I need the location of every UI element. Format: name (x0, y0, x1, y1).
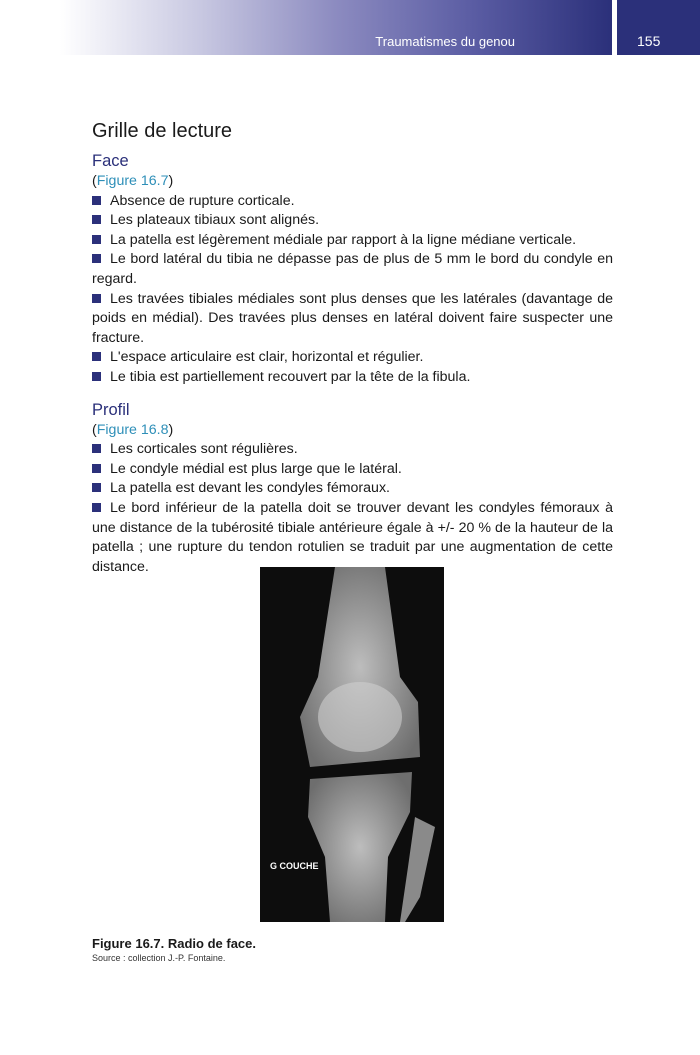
paren: ) (168, 421, 174, 438)
patella (318, 682, 402, 752)
list-item: La patella est devant les condyles fémoraux. (92, 479, 613, 499)
profil-heading: Profil (92, 400, 130, 419)
running-title: Traumatismes du genou (375, 34, 515, 49)
paren: ) (168, 173, 174, 189)
figure-link[interactable]: Figure 16.8 (96, 421, 169, 438)
tibia (308, 772, 412, 922)
paren: ( (92, 173, 97, 189)
list-item: La patella est légèrement médiale par rapport à la ligne médiane verticale. (92, 231, 613, 251)
page-number-box (617, 0, 700, 55)
paren: ( (92, 421, 97, 438)
xray-label: G COUCHE (270, 861, 319, 871)
figure-caption: Figure 16.7. Radio de face. (92, 936, 256, 951)
list-item: Absence de rupture corticale. (92, 192, 613, 212)
figure-source: Source : collection J.-P. Fontaine. (92, 953, 226, 963)
list-item: Les plateaux tibiaux sont alignés. (92, 211, 613, 231)
list-item: L'espace articulaire est clair, horizontal et régulier. (92, 348, 613, 368)
profil-figure-ref (92, 421, 613, 441)
section-title: Grille de lecture (92, 120, 233, 142)
header-band (60, 0, 612, 55)
knee-xray-image (260, 567, 444, 922)
list-item: Le condyle médial est plus large que le latéral. (92, 460, 613, 480)
xray-drawing (260, 567, 444, 922)
main-content (92, 118, 613, 577)
list-item: Le tibia est partiellement recouvert par la tête de la fibula. (92, 368, 613, 388)
face-figure-ref (92, 172, 613, 192)
figure-link[interactable]: Figure 16.7 (96, 173, 169, 189)
list-item: Le bord latéral du tibia ne dépasse pas de plus de 5 mm le bord du condyle en regard. (92, 250, 613, 289)
fibula (400, 817, 435, 922)
page-number: 155 (637, 33, 661, 49)
face-heading: Face (92, 152, 129, 170)
list-item: Le bord inférieur de la patella doit se trouver devant les condyles fémoraux à une distance de la tubérosité tibiale antérieure égale à +/- 20 % de la hauteur de la patella ; une rupture du tendon rotulien se traduit par une augmentation de cette distance. (92, 499, 613, 577)
list-item: Les corticales sont régulières. (92, 440, 613, 460)
list-item: Les travées tibiales médiales sont plus denses que les latérales (davantage de poids en médial). Des travées plus denses en latéral doivent faire suspecter une fracture. (92, 290, 613, 349)
